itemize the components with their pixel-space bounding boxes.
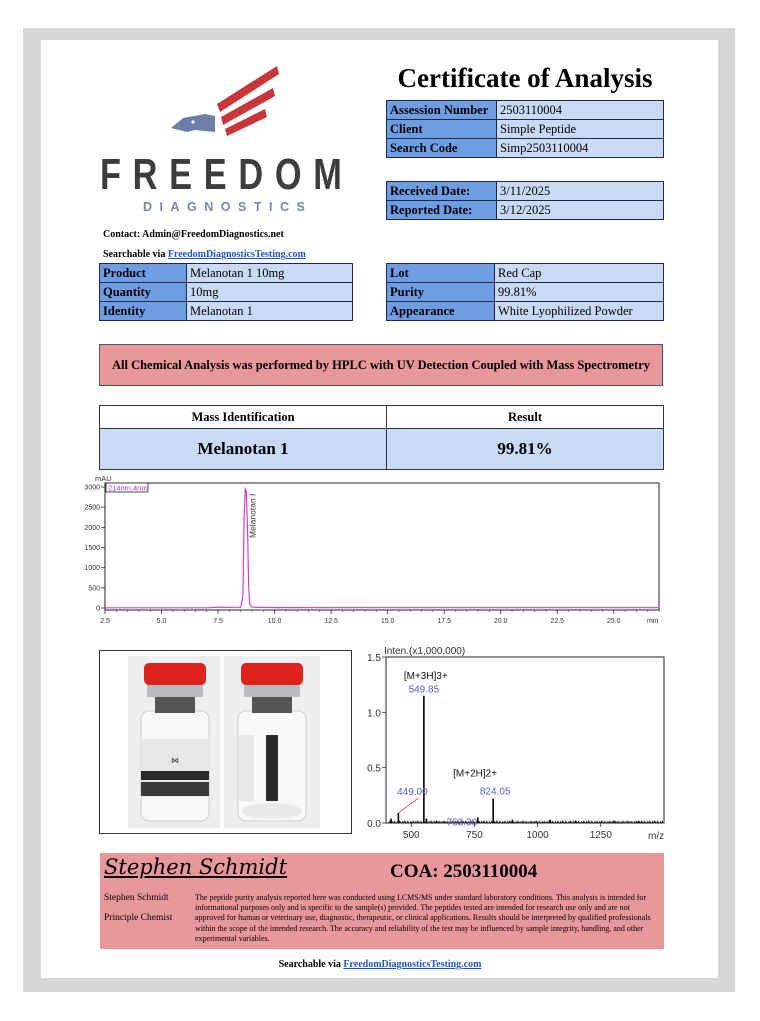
table-row [387,201,664,220]
table-row [387,101,664,120]
dates-table [386,181,664,220]
result-value: 99.81% [387,429,664,470]
vial-photo-front [128,656,220,828]
ms-y-tick-label: 0.5 [367,763,381,775]
vial-label-side [238,735,254,801]
hplc-y-tick-label: 3000 [84,484,100,492]
hplc-y-tick-label: 0 [96,605,100,613]
search-code-value: Simp2503110004 [497,139,664,158]
ms-y-axis-label: Inten.(x1,000,000) [384,646,466,657]
table-row [387,182,664,201]
hplc-x-tick-label: 10.0 [267,618,282,625]
result-row [100,429,664,470]
hplc-y-tick-label: 1000 [84,565,100,573]
client-label: Client [387,120,497,139]
table-row [100,283,353,302]
lot-value: Red Cap [495,264,664,283]
document-title: Certificate of Analysis [397,63,653,93]
label-vertical-band [266,735,278,801]
purity-value: 99.81% [495,283,664,302]
vial-crimp-front [147,683,203,697]
ms-peak-label: 549.85 [408,684,440,696]
ms-peak-label: 449.00 [397,787,428,799]
vial-photo-side [224,656,320,828]
product-label: Product [100,264,187,283]
purity-label: Purity [387,283,495,302]
table-row [387,302,664,321]
label-band-2 [141,782,209,796]
received-date-value: 3/11/2025 [497,182,664,201]
bottom-searchable-line [0,959,760,970]
hplc-y-tick-label: 2500 [84,504,100,512]
search-code-label: Search Code [387,139,497,158]
product-vial-photo [100,651,351,833]
disclaimer-text: The peptide purity analysis reported here was conducted using LCMS/MS under standard laboratory conditions. This analysis is intended for informational purposes only and is specific to the sample(s) provided. The peptides tested are intended for research use only and are not approved for human or veterinary use, diagnostic, therapeutic, or clinical applications. Results should be interpreted by qualified professionals within the scope of the intended research. The accuracy and reliability of the test may be influenced by sample integrity, handling, and other experimental variables. [195,893,651,943]
hplc-plot-frame [105,483,659,610]
quantity-label: Quantity [100,283,187,302]
eagle-flag-logo-icon [165,62,285,142]
mass-spectrum-chart [362,643,670,843]
red-cap-icon [144,663,206,685]
result-header-row [100,406,664,429]
hplc-y-tick-label: 2000 [84,524,100,532]
hplc-x-tick-label: 17.5 [437,618,451,625]
table-row [387,139,664,158]
contact-email: Contact: Admin@FreedomDiagnostics.net [103,229,284,240]
product-value: Melanotan 1 10mg [187,264,353,283]
ms-y-tick-label: 0.0 [367,819,381,830]
ms-y-tick-label: 1.0 [367,708,381,720]
hplc-y-tick-label: 1500 [84,545,100,553]
hplc-x-tick-label: 15.0 [380,618,395,625]
logo-eagle-eye [191,120,194,123]
lot-table [386,263,664,321]
appearance-value: White Lyophilized Powder [495,302,664,321]
hplc-axes [84,485,659,625]
ms-x-tick-label: 1250 [589,830,612,841]
ms-annotation-m3h: [M+3H]3+ [403,671,448,683]
table-row [387,283,664,302]
ms-x-tick-label: 750 [466,830,483,841]
mass-identification-header: Mass Identification [100,406,387,429]
hplc-x-tick-label: 7.5 [213,618,223,625]
signature: Stephen Schmidt [104,855,288,879]
ms-x-axis-label: m/z [648,831,665,842]
searchable-prefix: Searchable via [103,249,168,260]
appearance-label: Appearance [387,302,495,321]
hplc-y-tick-label: 500 [88,585,100,593]
result-header: Result [387,406,664,429]
searchable-line [103,249,306,260]
result-table [99,405,664,470]
signer-role: Principle Chemist [104,913,173,923]
lot-label: Lot [387,264,495,283]
hplc-y-axis-label: mAU [95,474,112,483]
coa-number: COA: 2503110004 [390,861,538,882]
table-row [387,264,664,283]
identity-value: Melanotan 1 [187,302,353,321]
table-row [100,264,353,283]
received-date-label: Received Date: [387,182,497,201]
brand-wordmark: FREEDOM [100,150,354,199]
table-row [387,120,664,139]
table-row [100,302,353,321]
signer-name: Stephen Schmidt [104,893,169,903]
assession-number-value: 2503110004 [497,101,664,120]
hplc-x-tick-label: 25.0 [606,618,621,625]
hplc-legend-label: 214nm,4nm [108,483,148,493]
searchable-link[interactable]: FreedomDiagnosticsTesting.com [167,249,306,260]
brand-subtitle: DIAGNOSTICS [143,200,313,214]
ms-y-tick-label: 1.5 [367,653,381,664]
red-cap-icon [241,663,303,685]
ms-peaks [389,696,663,823]
powder-icon [242,803,302,819]
hplc-x-tick-label: 2.5 [100,618,110,625]
label-band [141,771,209,780]
quantity-value: 10mg [187,283,353,302]
mass-identification-value: Melanotan 1 [100,429,387,470]
assession-number-label: Assession Number [387,101,497,120]
product-table [99,263,353,321]
product-photo-frame [99,650,352,834]
ms-peak-label: 824.05 [479,786,511,798]
identity-label: Identity [100,302,187,321]
header-info-table [386,100,664,158]
hplc-x-tick-label: 12.5 [324,618,338,625]
bottom-searchable-link[interactable]: FreedomDiagnosticsTesting.com [343,959,482,970]
ms-label-leader [398,798,418,813]
hplc-x-tick-label: 20.0 [493,618,508,625]
hplc-x-tick-label: 22.5 [550,618,565,625]
reported-date-label: Reported Date: [387,201,497,220]
hplc-x-tick-label: 5.0 [156,618,167,625]
method-banner: All Chemical Analysis was performed by HPLC with UV Detection Coupled with Mass Spectrometry [99,344,663,386]
vial-crimp-side [244,683,300,697]
ms-peak-label: 763.30 [446,817,478,829]
ms-x-tick-label: 1000 [526,830,549,841]
hplc-x-axis-label: min [647,618,659,625]
hplc-chromatogram-chart [75,472,675,634]
reported-date-value: 3/12/2025 [497,201,664,220]
client-value: Simple Peptide [497,120,664,139]
bottom-searchable-prefix: Searchable via [278,959,344,970]
ms-x-tick-label: 500 [402,830,420,841]
ms-annotation-m2h: [M+2H]2+ [453,768,498,780]
label-logo-glyph: ⋈ [171,756,179,765]
signature-footer [100,853,664,949]
hplc-peak-annotation: Melanotan I [247,493,258,538]
hplc-series-line [105,489,659,608]
